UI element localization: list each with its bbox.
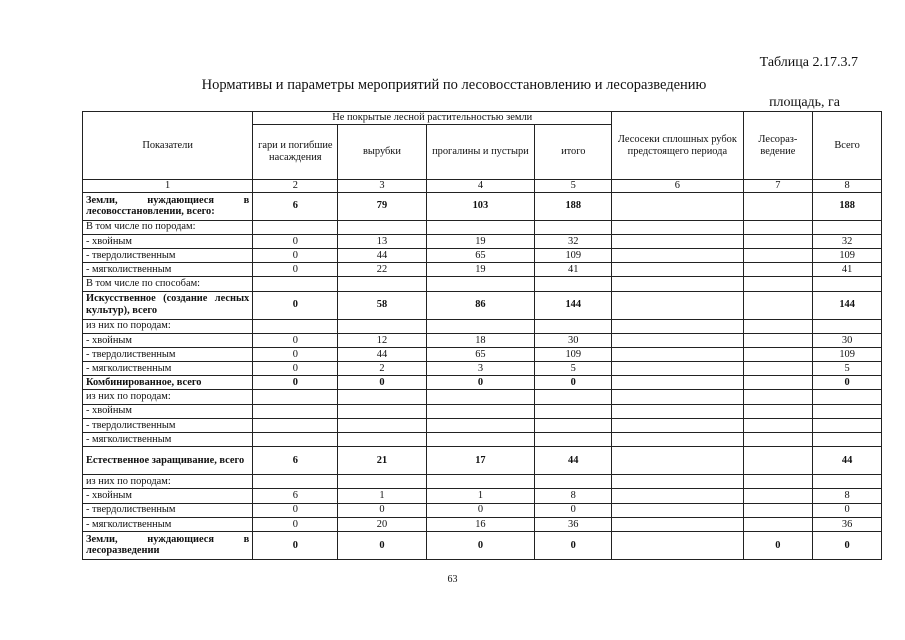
- table-cell: 0: [426, 503, 535, 517]
- table-row: [83, 475, 882, 489]
- row-label: В том числе по породам:: [83, 220, 253, 234]
- row-label: из них по породам:: [83, 319, 253, 333]
- header-afforestation: Лесораз-ведение: [743, 112, 813, 180]
- row-label: - хвойным: [83, 489, 253, 503]
- table-cell: [338, 475, 426, 489]
- table-cell: [813, 277, 882, 291]
- table-cell: [743, 319, 813, 333]
- table-cell: [813, 220, 882, 234]
- table-cell: [338, 319, 426, 333]
- table-cell: [612, 503, 743, 517]
- table-cell: 65: [426, 248, 535, 262]
- row-label: - хвойным: [83, 333, 253, 347]
- table-cell: 0: [253, 234, 338, 248]
- table-cell: [612, 418, 743, 432]
- table-cell: 0: [253, 531, 338, 559]
- table-row: [83, 390, 882, 404]
- table-cell: [338, 418, 426, 432]
- table-cell: [813, 433, 882, 447]
- table-label: Таблица 2.17.3.7: [759, 55, 858, 70]
- table-cell: [338, 433, 426, 447]
- header-glades: прогалины и пустыри: [426, 125, 535, 180]
- table-cell: [338, 277, 426, 291]
- row-label: - мягколиственным: [83, 362, 253, 376]
- table-cell: [612, 220, 743, 234]
- table-cell: 17: [426, 447, 535, 475]
- row-label: - хвойным: [83, 404, 253, 418]
- header-cuttings: вырубки: [338, 125, 426, 180]
- table-cell: [612, 347, 743, 361]
- table-cell: 13: [338, 234, 426, 248]
- table-cell: 0: [426, 531, 535, 559]
- table-row: [83, 333, 882, 347]
- table-cell: [612, 447, 743, 475]
- table-cell: [338, 220, 426, 234]
- table-cell: 36: [535, 517, 612, 531]
- column-number: 4: [426, 180, 535, 193]
- table-cell: [535, 433, 612, 447]
- header-burned: гари и погибшие насаждения: [253, 125, 338, 180]
- table-row: [83, 489, 882, 503]
- table-row: [83, 347, 882, 361]
- table-cell: [743, 291, 813, 319]
- table-cell: 0: [253, 248, 338, 262]
- row-label: - хвойным: [83, 234, 253, 248]
- table-cell: [813, 404, 882, 418]
- table-cell: [535, 475, 612, 489]
- table-cell: [743, 263, 813, 277]
- table-cell: 109: [535, 347, 612, 361]
- table-cell: 6: [253, 489, 338, 503]
- table-cell: [426, 319, 535, 333]
- table-cell: [743, 390, 813, 404]
- row-label: - мягколиственным: [83, 517, 253, 531]
- table-cell: 44: [535, 447, 612, 475]
- table-row: [83, 248, 882, 262]
- table-cell: 41: [813, 263, 882, 277]
- table-cell: [813, 475, 882, 489]
- table-body: [83, 192, 882, 559]
- table-cell: 144: [535, 291, 612, 319]
- table-cell: 12: [338, 333, 426, 347]
- table-cell: 6: [253, 192, 338, 220]
- table-cell: 144: [813, 291, 882, 319]
- header-subtotal: итого: [535, 125, 612, 180]
- table-row: [83, 263, 882, 277]
- table-cell: 0: [535, 376, 612, 390]
- table-cell: [426, 277, 535, 291]
- table-cell: [743, 362, 813, 376]
- table-cell: 0: [253, 376, 338, 390]
- table-cell: 6: [253, 447, 338, 475]
- table-cell: 30: [535, 333, 612, 347]
- table-cell: [612, 475, 743, 489]
- table-row: [83, 234, 882, 248]
- table-cell: [426, 475, 535, 489]
- table-cell: 79: [338, 192, 426, 220]
- column-number: 2: [253, 180, 338, 193]
- table-cell: [426, 220, 535, 234]
- table-cell: 20: [338, 517, 426, 531]
- page-number: 63: [447, 574, 458, 585]
- table-cell: 0: [813, 376, 882, 390]
- header-total: Всего: [813, 112, 882, 180]
- row-label: Земли, нуждающиеся в лесоразведении: [83, 531, 253, 559]
- table-cell: 188: [535, 192, 612, 220]
- column-number-row: [83, 180, 882, 193]
- table-cell: 0: [253, 503, 338, 517]
- table-cell: [253, 390, 338, 404]
- table-cell: [743, 418, 813, 432]
- row-label: - твердолиственным: [83, 418, 253, 432]
- table-cell: 188: [813, 192, 882, 220]
- table-cell: [253, 404, 338, 418]
- table-cell: [612, 517, 743, 531]
- table-cell: 8: [535, 489, 612, 503]
- table-row: [83, 192, 882, 220]
- table-cell: [743, 404, 813, 418]
- table-cell: 32: [813, 234, 882, 248]
- table-row: [83, 319, 882, 333]
- table-cell: [743, 489, 813, 503]
- row-label: - мягколиственным: [83, 433, 253, 447]
- table-cell: 16: [426, 517, 535, 531]
- table-cell: 41: [535, 263, 612, 277]
- table-cell: 1: [426, 489, 535, 503]
- table-row: [83, 418, 882, 432]
- table-cell: 0: [426, 376, 535, 390]
- table-cell: [535, 404, 612, 418]
- table-cell: 2: [338, 362, 426, 376]
- table-cell: [338, 390, 426, 404]
- table-cell: 18: [426, 333, 535, 347]
- row-label: из них по породам:: [83, 475, 253, 489]
- table-cell: 0: [253, 362, 338, 376]
- table-row: [83, 220, 882, 234]
- table-row: [83, 291, 882, 319]
- table-cell: [535, 390, 612, 404]
- table-cell: [612, 234, 743, 248]
- table-cell: [743, 376, 813, 390]
- document-title: Нормативы и параметры мероприятий по лесовосстановлению и лесоразведению: [201, 77, 707, 93]
- table-cell: 44: [338, 347, 426, 361]
- column-number: 5: [535, 180, 612, 193]
- table-cell: 0: [253, 347, 338, 361]
- row-label: - твердолиственным: [83, 347, 253, 361]
- column-number: 6: [612, 180, 743, 193]
- table-cell: 103: [426, 192, 535, 220]
- table-cell: 1: [338, 489, 426, 503]
- table-cell: [253, 418, 338, 432]
- table-cell: [612, 263, 743, 277]
- column-number: 1: [83, 180, 253, 193]
- table-cell: 0: [338, 503, 426, 517]
- table-cell: 5: [813, 362, 882, 376]
- table-cell: [612, 248, 743, 262]
- table-cell: [743, 234, 813, 248]
- table-cell: [813, 390, 882, 404]
- table-cell: 109: [813, 347, 882, 361]
- table-cell: [612, 333, 743, 347]
- table-cell: 0: [338, 531, 426, 559]
- table-cell: 0: [253, 263, 338, 277]
- table-cell: [612, 362, 743, 376]
- table-row: [83, 404, 882, 418]
- table-cell: 19: [426, 263, 535, 277]
- table-cell: [743, 220, 813, 234]
- table-cell: 0: [535, 531, 612, 559]
- header-not-covered-group: Не покрытые лесной растительностью земли: [253, 112, 612, 125]
- header-clearcuts: Лесосеки сплошных рубок предстоящего периода: [612, 112, 743, 180]
- table-cell: [426, 390, 535, 404]
- table-cell: [612, 277, 743, 291]
- table-row: [83, 277, 882, 291]
- table-cell: [426, 433, 535, 447]
- table-cell: [253, 319, 338, 333]
- table-cell: 0: [338, 376, 426, 390]
- header-indicators: Показатели: [83, 112, 253, 180]
- table-cell: [743, 248, 813, 262]
- table-cell: [813, 418, 882, 432]
- table-cell: 0: [743, 531, 813, 559]
- table-row: [83, 447, 882, 475]
- table-cell: 30: [813, 333, 882, 347]
- table-cell: 109: [813, 248, 882, 262]
- table-cell: [535, 418, 612, 432]
- table-cell: 65: [426, 347, 535, 361]
- table-cell: 86: [426, 291, 535, 319]
- table-cell: 0: [253, 291, 338, 319]
- table-cell: [743, 475, 813, 489]
- table-cell: 8: [813, 489, 882, 503]
- table-cell: [743, 333, 813, 347]
- table-cell: [253, 475, 338, 489]
- table-cell: 44: [813, 447, 882, 475]
- table-cell: [612, 319, 743, 333]
- table-cell: [743, 192, 813, 220]
- table-cell: [743, 517, 813, 531]
- table-cell: 36: [813, 517, 882, 531]
- row-label: - твердолиственным: [83, 503, 253, 517]
- row-label: Комбинированное, всего: [83, 376, 253, 390]
- row-label: Земли, нуждающиеся в лесовосстановлении, всего:: [83, 192, 253, 220]
- table-row: [83, 531, 882, 559]
- table-cell: 109: [535, 248, 612, 262]
- table-cell: [612, 291, 743, 319]
- table-cell: [535, 277, 612, 291]
- table-cell: 5: [535, 362, 612, 376]
- row-label: - мягколиственным: [83, 263, 253, 277]
- table-cell: 32: [535, 234, 612, 248]
- forest-regeneration-table: [82, 111, 882, 560]
- table-cell: 22: [338, 263, 426, 277]
- table-cell: [612, 390, 743, 404]
- table-row: [83, 503, 882, 517]
- table-cell: 0: [813, 531, 882, 559]
- row-label: В том числе по способам:: [83, 277, 253, 291]
- column-number: 3: [338, 180, 426, 193]
- table-cell: [612, 192, 743, 220]
- table-cell: 0: [535, 503, 612, 517]
- column-number: 8: [813, 180, 882, 193]
- table-cell: 21: [338, 447, 426, 475]
- table-cell: [813, 319, 882, 333]
- table-cell: [743, 277, 813, 291]
- table-cell: [743, 347, 813, 361]
- units-label: площадь, га: [769, 95, 840, 110]
- table-cell: [612, 531, 743, 559]
- column-number: 7: [743, 180, 813, 193]
- row-label: Искусственное (создание лесных культур), всего: [83, 291, 253, 319]
- table-row: [83, 517, 882, 531]
- table-cell: [426, 418, 535, 432]
- table-cell: [535, 319, 612, 333]
- table-cell: [426, 404, 535, 418]
- table-cell: [535, 220, 612, 234]
- table-cell: [743, 433, 813, 447]
- table-cell: [612, 489, 743, 503]
- table-cell: [743, 447, 813, 475]
- table-cell: 44: [338, 248, 426, 262]
- table-cell: [612, 433, 743, 447]
- table-cell: [612, 376, 743, 390]
- row-label: Естественное заращивание, всего: [83, 447, 253, 475]
- table-cell: 0: [253, 517, 338, 531]
- table-row: [83, 376, 882, 390]
- table-cell: 58: [338, 291, 426, 319]
- table-cell: 0: [813, 503, 882, 517]
- table-cell: [253, 277, 338, 291]
- row-label: - твердолиственным: [83, 248, 253, 262]
- table-cell: 19: [426, 234, 535, 248]
- table-cell: [338, 404, 426, 418]
- table-cell: 3: [426, 362, 535, 376]
- table-cell: [253, 220, 338, 234]
- row-label: из них по породам:: [83, 390, 253, 404]
- table-cell: 0: [253, 333, 338, 347]
- table-row: [83, 433, 882, 447]
- table-cell: [743, 503, 813, 517]
- table-cell: [253, 433, 338, 447]
- table-row: [83, 362, 882, 376]
- table-cell: [612, 404, 743, 418]
